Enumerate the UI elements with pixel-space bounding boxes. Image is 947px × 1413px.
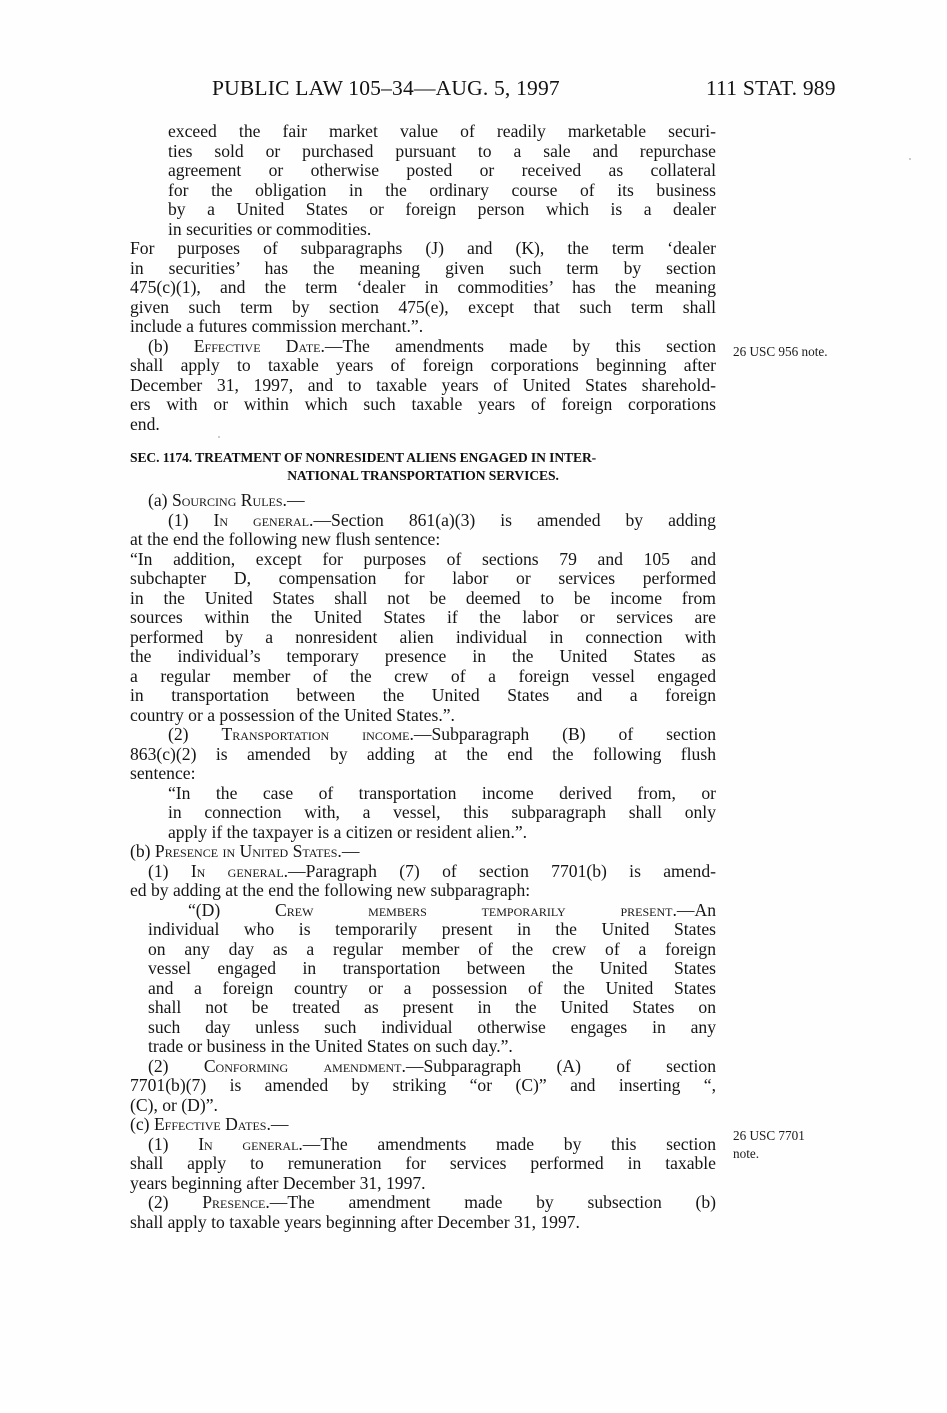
paragraph-heading: Conforming amendment. [203, 1055, 406, 1076]
text-line: shall apply to remuneration for services performed in taxable [130, 1153, 716, 1173]
text-line: shall apply to taxable years of foreign corporations beginning after [130, 355, 716, 375]
text-line: a regular member of the crew of a foreign vessel engaged [130, 665, 716, 686]
text-line: individual who is temporarily present in the United States [148, 919, 716, 939]
text-line: at the end the following new flush sentence: [130, 529, 441, 549]
paragraph-heading-line: (2) Transportation income.—Subparagraph (B) of section [168, 724, 716, 744]
text-line: in transportation between the United States and a foreign [130, 685, 716, 705]
text-line: ed by adding at the end the following new subparagraph: [130, 880, 531, 900]
text-line: on any day as a regular member of the crew of a foreign [148, 938, 716, 959]
paragraph-heading-line: (2) Conforming amendment.—Subparagraph (A) of section [148, 1055, 716, 1076]
text-line: apply if the taxpayer is a citizen or resident alien.”. [168, 821, 528, 842]
text-line: 7701(b)(7) is amended by striking “or (C)” and inserting “, [130, 1075, 716, 1095]
text-line: trade or business in the United States on such day.”. [148, 1036, 513, 1056]
text-line: ties sold or purchased pursuant to a sale and repurchase [168, 140, 716, 161]
page-header-stat: 111 STAT. 989 [706, 76, 836, 100]
text-line: vessel engaged in transportation between the United States [148, 958, 716, 978]
subsection-heading-line: (b) Effective Date.—The amendments made by this section [148, 335, 716, 356]
text-line: such day unless such individual otherwise engages in any [148, 1016, 716, 1037]
paragraph-heading: In general. [213, 509, 314, 530]
margin-note: 26 USC 7701 [733, 1128, 805, 1143]
text-line: in connection with, a vessel, this subparagraph shall only [168, 802, 716, 822]
text-line: ers with or within which such taxable years of foreign corporations [130, 394, 716, 414]
text-line: sentence: [130, 763, 196, 783]
section-title: NATIONAL TRANSPORTATION SERVICES. [287, 468, 559, 483]
document-body [130, 122, 716, 1232]
text-line: exceed the fair market value of readily marketable securi- [168, 121, 716, 141]
text-line: December 31, 1997, and to taxable years of United States sharehold- [130, 374, 716, 395]
text-line: sources within the United States if the labor or services are [130, 607, 716, 627]
margin-note: note. [733, 1146, 760, 1161]
scan-speck [218, 436, 220, 438]
text-line: the individual’s temporary presence in the United States as [130, 646, 716, 666]
paragraph-heading: In general. [190, 860, 289, 881]
paragraph-heading: In general. [198, 1133, 303, 1154]
paragraph-heading-line: (1) In general.—The amendments made by this section [148, 1133, 716, 1154]
text-line: by a United States or foreign person which is a dealer [168, 199, 716, 219]
text-line: (C), or (D)”. [130, 1094, 218, 1115]
subsection-heading: Effective Dates. [153, 1114, 271, 1134]
text-line: in the United States shall not be deemed to be income from [130, 587, 716, 608]
text-line: subchapter D, compensation for labor or services performed [130, 568, 716, 588]
text-line: 863(c)(2) is amended by adding at the end the following flush [130, 743, 716, 764]
paragraph-heading-line: (1) In general.—Section 861(a)(3) is amended by adding [168, 509, 716, 530]
subsection-heading-line: (c) Effective Dates.— [130, 1114, 289, 1134]
paragraph-heading-line: (2) Presence.—The amendment made by subsection (b) [148, 1192, 717, 1212]
subsection-heading: Sourcing Rules. [171, 490, 287, 510]
text-line: end. [130, 413, 160, 434]
page-header-title: PUBLIC LAW 105–34—AUG. 5, 1997 [212, 76, 560, 100]
text-line: “In addition, except for purposes of sections 79 and 105 and [130, 548, 716, 569]
subsection-heading-line: (a) Sourcing Rules.— [148, 490, 305, 510]
text-line: in securities or commodities. [168, 218, 372, 239]
subparagraph-heading: Crew members temporarily present. [275, 899, 677, 920]
paragraph-heading: Presence. [202, 1192, 270, 1212]
text-line: include a futures commission merchant.”. [130, 316, 424, 336]
subsection-heading: Effective Date. [193, 335, 325, 356]
text-line: shall not be treated as present in the United States on [148, 997, 716, 1017]
margin-note: 26 USC 956 note. [733, 344, 828, 359]
text-line: given such term by section 475(e), except that such term shall [130, 296, 716, 317]
text-line: and a foreign country or a possession of the United States [148, 977, 716, 998]
text-line: years beginning after December 31, 1997. [130, 1172, 426, 1193]
text-line: for the obligation in the ordinary course of its business [168, 179, 716, 200]
text-line: performed by a nonresident alien individual in connection with [130, 626, 716, 647]
section-title: SEC. 1174. TREATMENT OF NONRESIDENT ALIENS ENGAGED IN INTER- [130, 450, 597, 465]
text-line: For purposes of subparagraphs (J) and (K), the term ‘dealer [130, 238, 716, 258]
text-line: 475(c)(1), and the term ‘dealer in commodities’ has the meaning [130, 277, 716, 297]
subparagraph-heading-line: “(D) Crew members temporarily present.—An [188, 899, 716, 920]
paragraph-heading-line: (1) In general.—Paragraph (7) of section 7701(b) is amend- [148, 860, 716, 881]
text-line: country or a possession of the United States.”. [130, 704, 455, 725]
text-line: “In the case of transportation income derived from, or [168, 782, 716, 803]
subsection-heading-line: (b) Presence in United States.— [130, 841, 360, 861]
paragraph-heading: Transportation income. [221, 724, 414, 744]
text-line: shall apply to taxable years beginning after December 31, 1997. [130, 1211, 580, 1232]
text-line: agreement or otherwise posted or received as collateral [168, 160, 716, 180]
text-line: in securities’ has the meaning given such term by section [130, 257, 716, 278]
scan-speck [909, 158, 911, 160]
subsection-heading: Presence in United States. [154, 841, 342, 861]
